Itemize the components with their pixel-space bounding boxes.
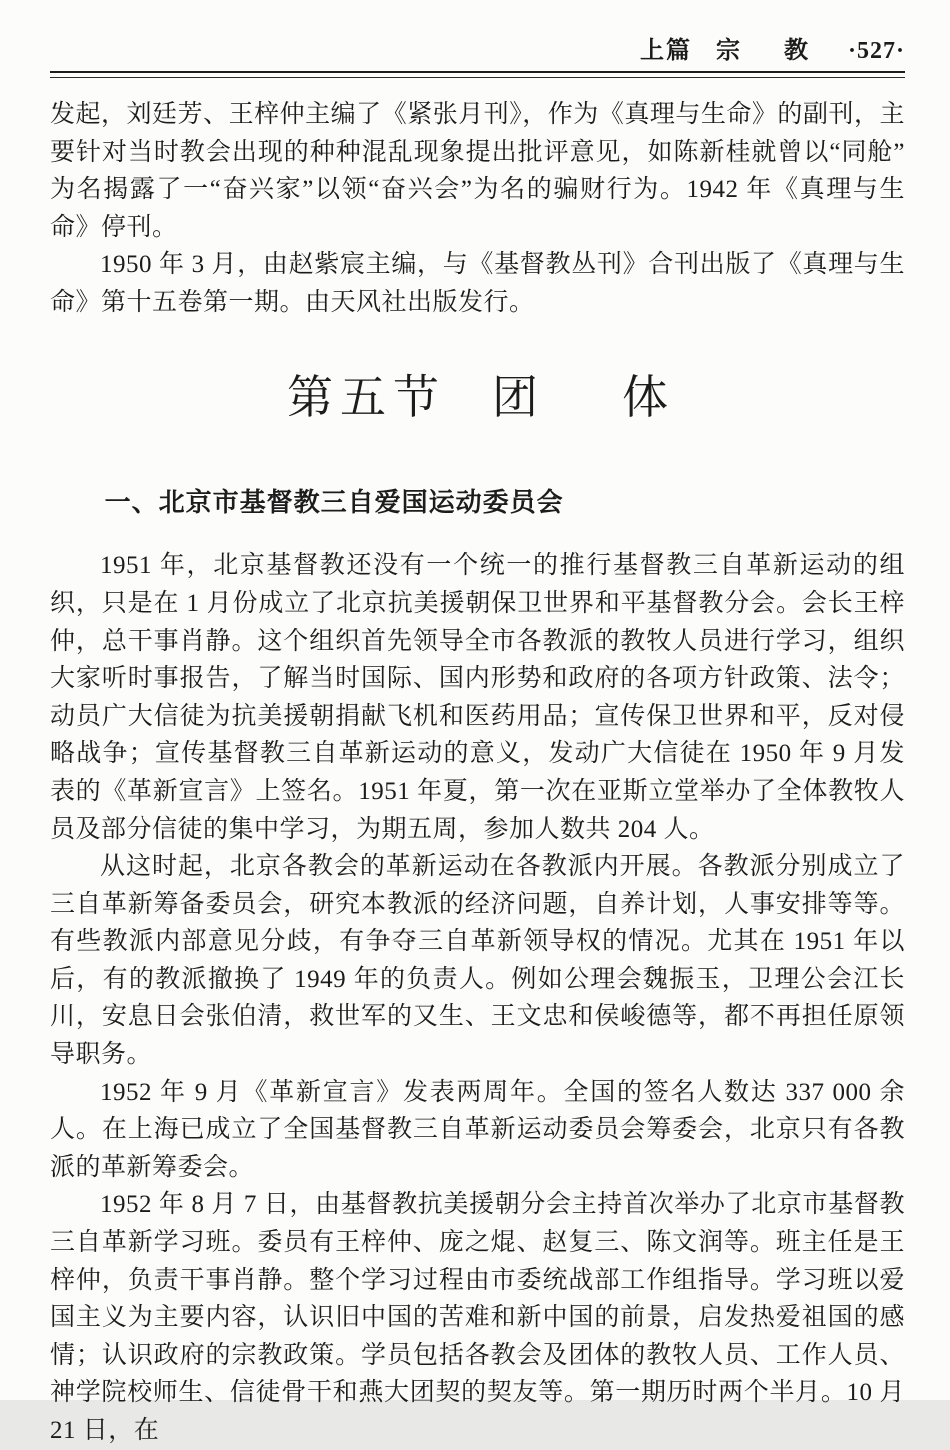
page-body [50, 96, 905, 1450]
section-heading [50, 368, 905, 428]
section-title-char-2: 体 [622, 371, 668, 423]
paragraph: 1952 年 8 月 7 日，由基督教抗美援朝分会主持首次举办了北京市基督教三自革新学习班。委员有王梓仲、庞之焜、赵复三、陈文润等。班主任是王梓仲，负责干事肖静。整个学习过程由市委统战部工作组指导。学习班以爱国主义为主要内容，认识旧中国的苦难和新中国的前景，启发热爱祖国的感情；认识政府的宗教政策。学员包括各教会及团体的教牧人员、工作人员、神学院校师生、信徒骨干和燕大团契的契友等。第一期历时两个半月。10 月 21 日，在 [50, 1191, 905, 1445]
paragraph: 1950 年 3 月，由赵紫宸主编，与《基督教丛刊》合刊出版了《真理与生命》第十五卷第一期。由天风社出版发行。 [50, 251, 905, 316]
section-number: 第五节 [287, 371, 446, 423]
header-page-number: ·527· [847, 38, 905, 64]
header-subject-label: 宗 教 [715, 38, 818, 64]
paragraph: 从这时起，北京各教会的革新运动在各教派内开展。各教派分别成立了三自革新筹备委员会，研究本教派的经济问题，自养计划，人事安排等等。有些教派内部意见分歧，有争夺三自革新领导权的情况。尤其在 1951 年以后，有的教派撤换了 1949 年的负责人。例如公理会魏振玉，卫理公会江长川，安息日会张伯清，救世军的又生、王文忠和侯峻德等，都不再担任原领导职务。 [50, 853, 905, 1069]
paragraph: 1951 年，北京基督教还没有一个统一的推行基督教三自革新运动的组织，只是在 1 月份成立了北京抗美援朝保卫世界和平基督教分会。会长王梓仲，总干事肖静。这个组织首先领导全市各教派的教牧人员进行学习，组织大家听时事报告，了解当时国际、国内形势和政府的各项方针政策、法令；动员广大信徒为抗美援朝捐献飞机和医药用品；宣传保卫世界和平，反对侵略战争；宣传基督教三自革新运动的意义，发动广大信徒在 1950 年 9 月发表的《革新宣言》上签名。1951 年夏，第一次在亚斯立堂举办了全体教牧人员及部分信徒的集中学习，为期五周，参加人数共 204 人。 [50, 552, 905, 843]
section-title-char-1: 团 [492, 371, 538, 423]
paragraph-continuation: 发起，刘廷芳、王梓仲主编了《紧张月刊》，作为《真理与生命》的副刊，主要针对当时教会出现的种种混乱现象提出批评意见，如陈新桂就曾以“同舱”为名揭露了一“奋兴家”以领“奋兴会”为名的骗财行为。1942 年《真理与生命》停刊。 [50, 101, 905, 241]
page-header [50, 30, 905, 62]
subsection-heading: 一、北京市基督教三自爱国运动委员会 [104, 487, 564, 518]
header-double-rule [50, 71, 905, 78]
header-part-label: 上篇 [639, 38, 692, 64]
paragraph: 1952 年 9 月《革新宣言》发表两周年。全国的签名人数达 337 000 余人。在上海已成立了全国基督教三自革新运动委员会筹委会，北京只有各教派的革新筹委会。 [50, 1078, 905, 1181]
